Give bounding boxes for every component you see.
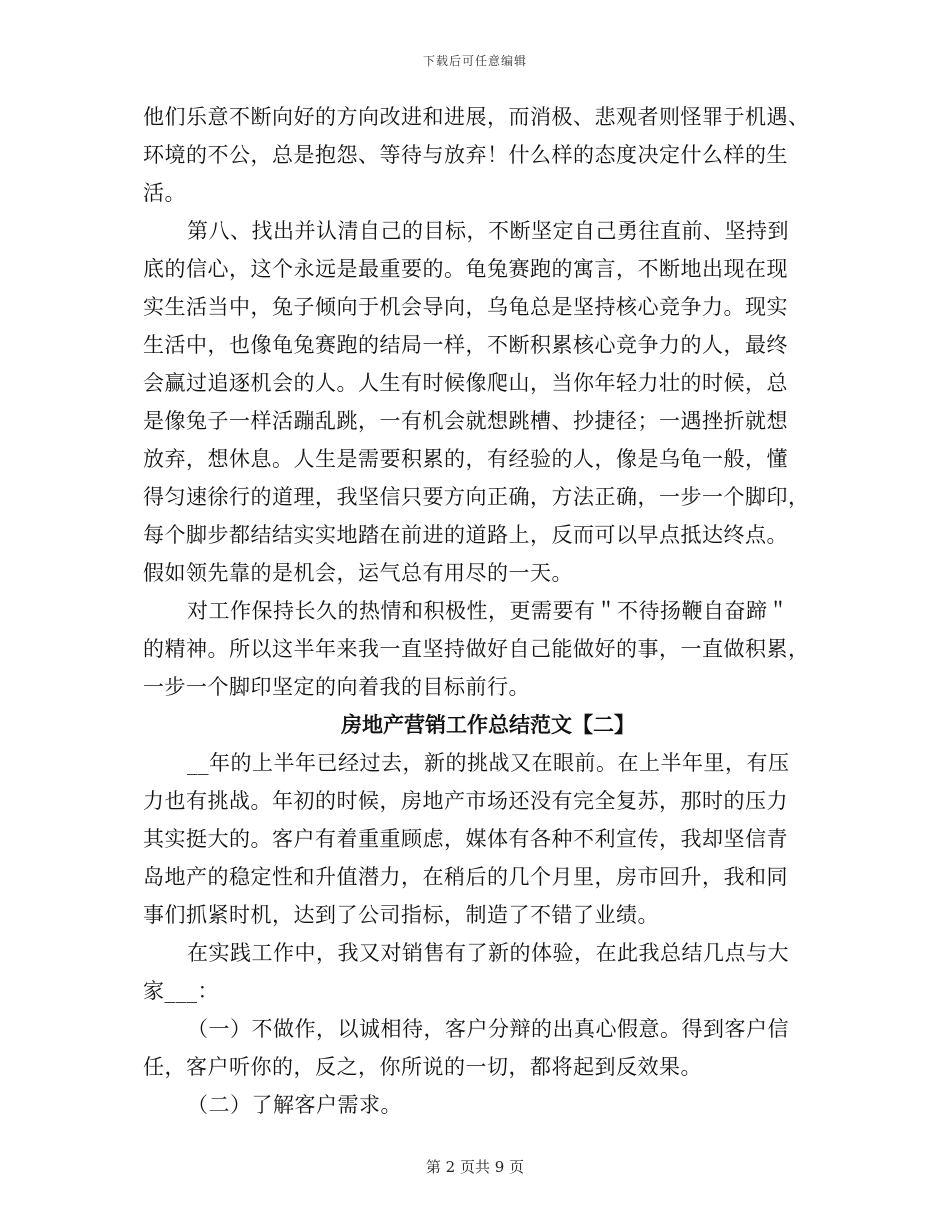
body-text-line: 家___： [143,979,219,1003]
body-text-line: 假如领先靠的是机会，运气总有用尽的一天。 [143,561,573,585]
body-text-line: 一步一个脚印坚定的向着我的目标前行。 [143,675,530,699]
body-text-line: 环境的不公，总是抱怨、等待与放弃！什么样的态度决定什么样的生 [143,143,788,167]
body-text-line: 事们抓紧时机，达到了公司指标，制造了不错了业绩。 [143,903,659,927]
body-text-line: 在实践工作中，我又对销售有了新的体验，在此我总结几点与大 [187,941,789,965]
section-title: 房地产营销工作总结范文【二】 [341,712,635,737]
body-text-line: 生活中，也像龟兔赛跑的结局一样，不断积累核心竞争力的人，最终 [143,333,788,357]
body-text-line: 任，客户听你的，反之，你所说的一切，都将起到反效果。 [143,1055,702,1079]
body-text-line: __年的上半年已经过去，新的挑战又在眼前。在上半年里，有压 [187,751,790,775]
body-text-line: 对工作保持长久的热情和积极性，更需要有＂不待扬鞭自奋蹄＂ [187,599,789,623]
document-body [143,98,810,1124]
body-text-line: 实生活当中，兔子倾向于机会导向，乌龟总是坚持核心竞争力。现实 [143,295,788,319]
body-text-line: （二）了解客户需求。 [187,1093,402,1117]
body-text-line: 得匀速徐行的道理，我坚信只要方向正确，方法正确，一步一个脚印， [143,485,810,509]
body-text-line: 放弃，想休息。人生是需要积累的，有经验的人，像是乌龟一般，懂 [143,447,788,471]
page-footer: 第 2 页共 9 页 [425,1158,525,1176]
body-text-line: （一）不做作，以诚相待，客户分辩的出真心假意。得到客户信 [187,1017,789,1041]
body-text-line: 是像兔子一样活蹦乱跳，一有机会就想跳槽、抄捷径；一遇挫折就想 [143,409,788,433]
body-text-line: 每个脚步都结结实实地踏在前进的道路上，反而可以早点抵达终点。 [143,523,788,547]
body-text-line: 岛地产的稳定性和升值潜力，在稍后的几个月里，房市回升，我和同 [143,865,788,889]
body-text-line: 底的信心，这个永远是最重要的。龟兔赛跑的寓言，不断地出现在现 [143,257,788,281]
body-text-line: 会赢过追逐机会的人。人生有时候像爬山，当你年轻力壮的时候，总 [143,371,788,395]
body-text-line: 的精神。所以这半年来我一直坚持做好自己能做好的事，一直做积累， [143,637,810,661]
body-text-line: 第八、找出并认清自己的目标，不断坚定自己勇往直前、坚持到 [187,219,789,243]
body-text-line: 力也有挑战。年初的时候，房地产市场还没有完全复苏，那时的压力 [143,789,788,813]
body-text-line: 其实挺大的。客户有着重重顾虑，媒体有各种不利宣传，我却坚信青 [143,827,788,851]
body-text-line: 他们乐意不断向好的方向改进和进展，而消极、悲观者则怪罪于机遇、 [143,105,810,129]
body-text-line: 活。 [143,181,186,205]
page-header: 下载后可任意编辑 [422,54,527,68]
